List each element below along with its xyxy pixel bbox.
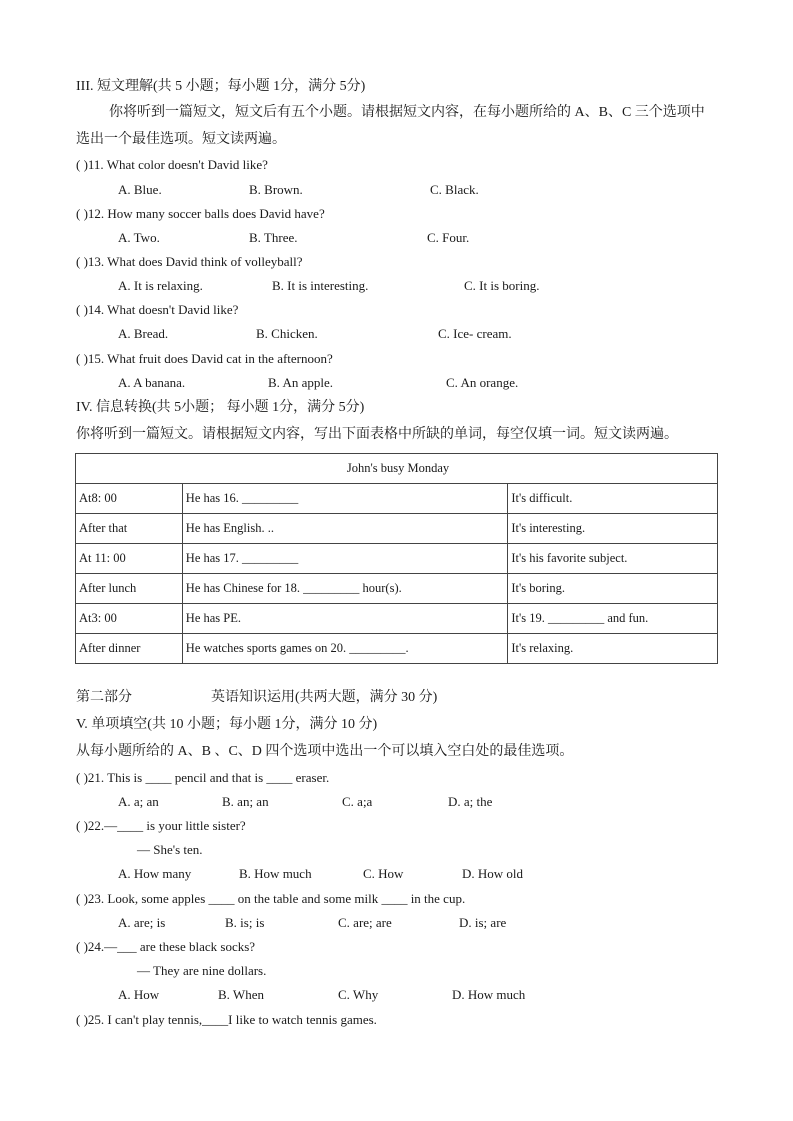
table-cell-time: After that [76,514,183,544]
table-cell-activity: He has 16. _________ [182,484,508,514]
q21-option-b: B. an; an [222,794,269,809]
q24-option-b: B. When [218,987,264,1002]
section3-heading: III. 短文理解(共 5 小题；每小题 1分，满分 5分) [76,79,366,94]
table-cell-feeling: It's his favorite subject. [508,544,718,574]
table-cell-feeling: It's difficult. [508,484,718,514]
q15-option-b: B. An apple. [268,375,333,390]
q13-option-b: B. It is interesting. [272,278,369,293]
section5-heading: V. 单项填空(共 10 小题；每小题 1分，满分 10 分) [76,717,378,732]
table-cell-time: At8: 00 [76,484,183,514]
part2-title: 英语知识运用(共两大题，满分 30 分) [211,690,438,705]
q11-option-b: B. Brown. [249,182,303,197]
question-15: ( )15. What fruit does David cat in the afternoon? [76,351,333,366]
table-title: John's busy Monday [76,454,718,484]
q24-option-a: A. How [118,987,160,1002]
q24-answer: — They are nine dollars. [137,963,267,978]
q15-option-a: A. A banana. [118,375,186,390]
q24-option-d: D. How much [452,987,526,1002]
q22-option-c: C. How [363,866,404,881]
q11-option-a: A. Blue. [118,182,162,197]
table-cell-activity: He has 17. _________ [182,544,508,574]
q23-option-b: B. is; is [225,915,265,930]
q13-option-a: A. It is relaxing. [118,278,203,293]
section3-instruction: 你将听到一篇短文，短文后有五个小题。请根据短文内容，在每小题所给的 A、B、C 三个选项中 [109,105,705,120]
q21-option-d: D. a; the [448,794,493,809]
q22-option-b: B. How much [239,866,312,881]
q12-option-b: B. Three. [249,230,298,245]
section4-instruction: 你将听到一篇短文。请根据短文内容，写出下面表格中所缺的单词，每空仅填一词。短文读两遍。 [76,427,678,442]
part2-label: 第二部分 [76,690,132,705]
question-12: ( )12. How many soccer balls does David have? [76,206,325,221]
table-row [76,574,718,604]
table-row [76,484,718,514]
table-cell-feeling: It's interesting. [508,514,718,544]
section3-instruction-cont: 选出一个最佳选项。短文读两遍。 [76,132,286,147]
q23-option-a: A. are; is [118,915,166,930]
q12-option-a: A. Two. [118,230,160,245]
q11-option-c: C. Black. [430,182,479,197]
q12-option-c: C. Four. [427,230,470,245]
table-cell-feeling: It's 19. _________ and fun. [508,604,718,634]
question-21: ( )21. This is ____ pencil and that is ____ eraser. [76,770,330,785]
q22-answer: — She's ten. [137,842,203,857]
table-row [76,604,718,634]
question-14: ( )14. What doesn't David like? [76,302,239,317]
section5-instruction: 从每小题所给的 A、B 、C、D 四个选项中选出一个可以填入空白处的最佳选项。 [76,744,574,759]
question-23: ( )23. Look, some apples ____ on the table and some milk ____ in the cup. [76,891,466,906]
table-cell-activity: He has Chinese for 18. _________ hour(s). [182,574,508,604]
question-22: ( )22.—____ is your little sister? [76,818,246,833]
q15-option-c: C. An orange. [446,375,519,390]
table-cell-feeling: It's relaxing. [508,634,718,664]
table-cell-time: At 11: 00 [76,544,183,574]
q23-option-c: C. are; are [338,915,392,930]
q22-option-d: D. How old [462,866,524,881]
question-11: ( )11. What color doesn't David like? [76,157,268,172]
question-24: ( )24.—___ are these black socks? [76,939,256,954]
table-cell-feeling: It's boring. [508,574,718,604]
q21-option-a: A. a; an [118,794,159,809]
q23-option-d: D. is; are [459,915,507,930]
table-row [76,544,718,574]
table-row [76,634,718,664]
q24-option-c: C. Why [338,987,379,1002]
table-cell-time: After lunch [76,574,183,604]
section4-heading: IV. 信息转换(共 5小题； 每小题 1分，满分 5分) [76,400,365,415]
table-row [76,514,718,544]
q13-option-c: C. It is boring. [464,278,540,293]
q14-option-a: A. Bread. [118,326,169,341]
table-cell-activity: He has PE. [182,604,508,634]
q14-option-b: B. Chicken. [256,326,318,341]
table-cell-activity: He watches sports games on 20. _________. [182,634,508,664]
q21-option-c: C. a;a [342,794,373,809]
table-cell-time: After dinner [76,634,183,664]
table-cell-activity: He has English. .. [182,514,508,544]
table-cell-time: At3: 00 [76,604,183,634]
info-table [75,453,718,664]
q14-option-c: C. Ice- cream. [438,326,512,341]
question-13: ( )13. What does David think of volleyball? [76,254,303,269]
q22-option-a: A. How many [118,866,192,881]
question-25: ( )25. I can't play tennis,____I like to watch tennis games. [76,1012,377,1027]
